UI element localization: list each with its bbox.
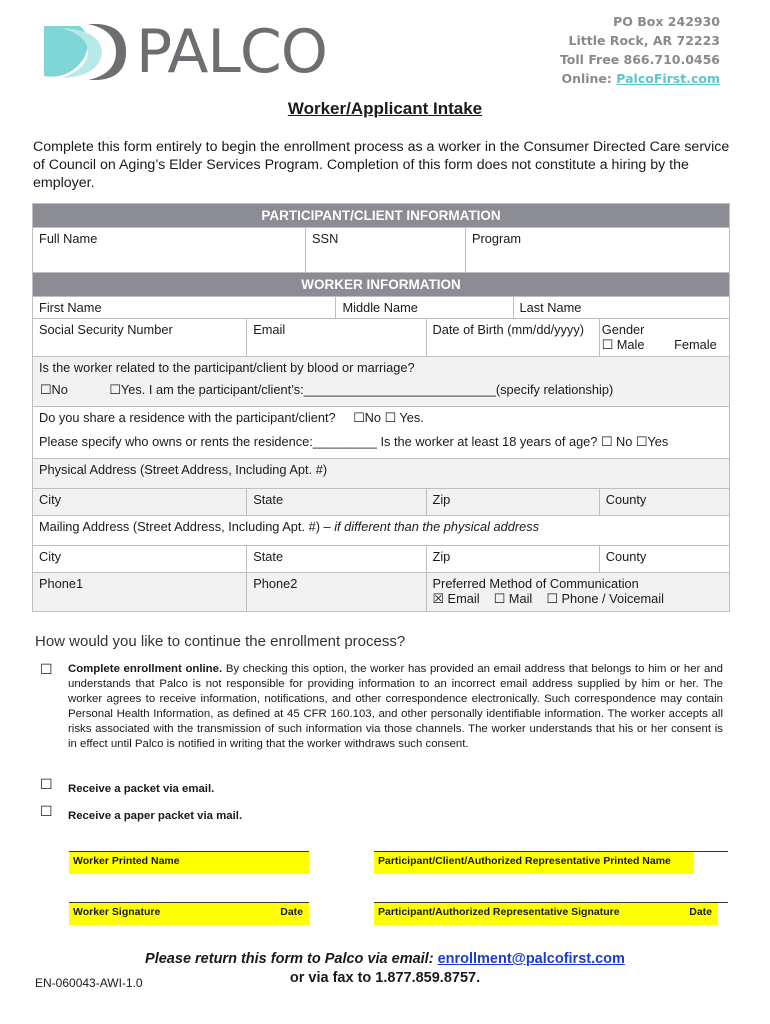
middle-name-field[interactable] bbox=[336, 297, 513, 319]
worker-email-field[interactable] bbox=[247, 319, 426, 357]
participant-printed-text: Participant/Client/Authorized Representative Printed Name bbox=[378, 855, 671, 867]
worker-email-label: Email bbox=[253, 322, 286, 337]
participant-heading: PARTICIPANT/CLIENT INFORMATION bbox=[33, 204, 730, 228]
middle-name-label: Middle Name bbox=[342, 300, 418, 315]
enrollment-email-link[interactable]: enrollment@palcofirst.com bbox=[437, 951, 625, 967]
dob-field[interactable] bbox=[426, 319, 599, 357]
email-packet-checkbox[interactable]: ☐ bbox=[40, 776, 53, 792]
first-name-label: First Name bbox=[39, 300, 102, 315]
palco-logo bbox=[40, 17, 327, 87]
mailing-address-label: Mailing Address (Street Address, Including Apt. #) – bbox=[39, 519, 331, 534]
worker-signature-text: Worker Signature bbox=[73, 906, 161, 918]
preferred-label: Preferred Method of Communication bbox=[432, 576, 639, 591]
mailing-zip-label: Zip bbox=[432, 549, 451, 564]
residence-question: Do you share a residence with the participant/client? bbox=[39, 410, 336, 425]
participant-signature-text: Participant/Authorized Representative Signature bbox=[378, 906, 620, 918]
mailing-address-field[interactable] bbox=[33, 516, 730, 546]
online-line bbox=[560, 69, 720, 88]
female-option[interactable]: Female bbox=[674, 337, 717, 352]
physical-county-label: County bbox=[605, 492, 647, 507]
residence-checkboxes[interactable]: ☐No ☐ Yes. bbox=[353, 410, 424, 425]
worker-date-text: Date bbox=[280, 906, 303, 918]
online-label: Online: bbox=[561, 71, 612, 86]
page-header bbox=[0, 0, 770, 96]
phone1-field[interactable] bbox=[33, 573, 247, 612]
last-name-field[interactable] bbox=[513, 297, 729, 319]
related-yes-checkbox[interactable]: ☐Yes. I am the participant/client’s:___________________________(specify relationship) bbox=[109, 381, 614, 397]
phone1-label: Phone1 bbox=[39, 576, 84, 591]
mailing-address-note: if different than the physical address bbox=[330, 519, 540, 534]
mailing-zip-field[interactable] bbox=[426, 546, 599, 573]
worker-printed-label bbox=[69, 852, 309, 874]
worker-printed-text: Worker Printed Name bbox=[73, 855, 180, 867]
online-checkbox[interactable]: ☐ bbox=[40, 661, 53, 677]
mail-packet-label: Receive a paper packet via mail. bbox=[68, 810, 243, 822]
last-name-label: Last Name bbox=[519, 300, 582, 315]
related-options bbox=[33, 379, 730, 407]
physical-zip-field[interactable] bbox=[426, 489, 599, 516]
worker-ssn-label: Social Security Number bbox=[39, 322, 173, 337]
physical-city-label: City bbox=[39, 492, 62, 507]
gender-options bbox=[602, 337, 723, 353]
related-question: Is the worker related to the participant/client by blood or marriage? bbox=[33, 357, 730, 379]
worker-table bbox=[32, 272, 730, 612]
phone2-field[interactable] bbox=[247, 573, 426, 612]
online-description: By checking this option, the worker has provided an email address that belongs to him or her and understands that Palco is not responsible for providing information to an incorrect email address supplied by him or her. The worker agrees to receive information, notifications, and other correspondence electronically. Such correspondence may contain Personal Health Information, as defined at 45 CFR 160.103, and other personally identifiable information. The worker accepts all risks associated with the transmission of such information via those channels. The worker understands that his or her consent is in effect until Palco is notified in writing that the worker withdraws such consent. bbox=[68, 663, 723, 750]
physical-zip-label: Zip bbox=[432, 492, 451, 507]
footer-fax-line: or via fax to 1.877.859.8757. bbox=[289, 970, 481, 986]
mailing-state-field[interactable] bbox=[247, 546, 426, 573]
physical-city-field[interactable] bbox=[33, 489, 247, 516]
footer-line1: Please return this form to Palco via email: bbox=[145, 951, 438, 967]
worker-heading: WORKER INFORMATION bbox=[33, 273, 730, 297]
email-packet-label: Receive a packet via email. bbox=[68, 783, 215, 795]
related-no-checkbox[interactable]: ☐No bbox=[40, 381, 68, 397]
participant-program-label: Program bbox=[472, 231, 522, 246]
physical-state-field[interactable] bbox=[247, 489, 426, 516]
po-box: PO Box 242930 bbox=[613, 14, 720, 29]
city-line: Little Rock, AR 72223 bbox=[568, 33, 720, 48]
physical-address-field[interactable] bbox=[33, 459, 730, 489]
mailing-county-field[interactable] bbox=[599, 546, 729, 573]
logo-wordmark: PALCO bbox=[136, 17, 327, 87]
gender-label: Gender bbox=[601, 322, 645, 337]
participant-ssn-label: SSN bbox=[312, 231, 339, 246]
mailing-city-field[interactable] bbox=[33, 546, 247, 573]
contact-block bbox=[560, 12, 720, 88]
mailing-state-label: State bbox=[253, 549, 284, 564]
logo-mark-icon bbox=[40, 18, 130, 84]
form-title: Worker/Applicant Intake bbox=[287, 99, 483, 118]
worker-signature-label bbox=[69, 903, 309, 925]
mailing-county-label: County bbox=[605, 549, 647, 564]
preferred-options[interactable]: ☒ Email ☐ Mail ☐ Phone / Voicemail bbox=[432, 591, 664, 606]
toll-free: Toll Free 866.710.0456 bbox=[559, 52, 720, 67]
mailing-city-label: City bbox=[39, 549, 62, 564]
gender-field bbox=[599, 319, 729, 357]
continue-question: How would you like to continue the enrollment process? bbox=[35, 633, 406, 650]
first-name-field[interactable] bbox=[33, 297, 336, 319]
participant-printed-label bbox=[374, 852, 694, 874]
participant-signature-label bbox=[374, 903, 718, 925]
physical-county-field[interactable] bbox=[599, 489, 729, 516]
online-title: Complete enrollment online. bbox=[68, 663, 223, 675]
form-code: EN-060043-AWI-1.0 bbox=[35, 976, 143, 990]
participant-table bbox=[32, 203, 730, 282]
preferred-communication bbox=[426, 573, 729, 612]
participant-full-name-label: Full Name bbox=[39, 231, 98, 246]
participant-date-text: Date bbox=[689, 906, 712, 918]
phone2-label: Phone2 bbox=[253, 576, 298, 591]
owner-age-row[interactable]: Please specify who owns or rents the residence:_________ Is the worker at least 18 years of age? ☐ No ☐Yes bbox=[33, 431, 730, 459]
physical-state-label: State bbox=[253, 492, 284, 507]
residence-row bbox=[33, 407, 730, 431]
online-text bbox=[68, 662, 723, 752]
dob-label: Date of Birth (mm/dd/yyyy) bbox=[432, 322, 584, 337]
male-checkbox[interactable]: ☐ Male bbox=[601, 337, 645, 352]
physical-address-label: Physical Address (Street Address, Including Apt. #) bbox=[39, 462, 328, 477]
worker-ssn-field[interactable] bbox=[33, 319, 247, 357]
intro-paragraph: Complete this form entirely to begin the enrollment process as a worker in the Consumer Directed Care service of Council on Aging’s Elder Services Program. Completion of this form does not constitute a hiring by the employer. bbox=[33, 139, 730, 191]
website-link[interactable]: PalcoFirst.com bbox=[616, 71, 720, 86]
mail-packet-checkbox[interactable]: ☐ bbox=[40, 803, 53, 819]
